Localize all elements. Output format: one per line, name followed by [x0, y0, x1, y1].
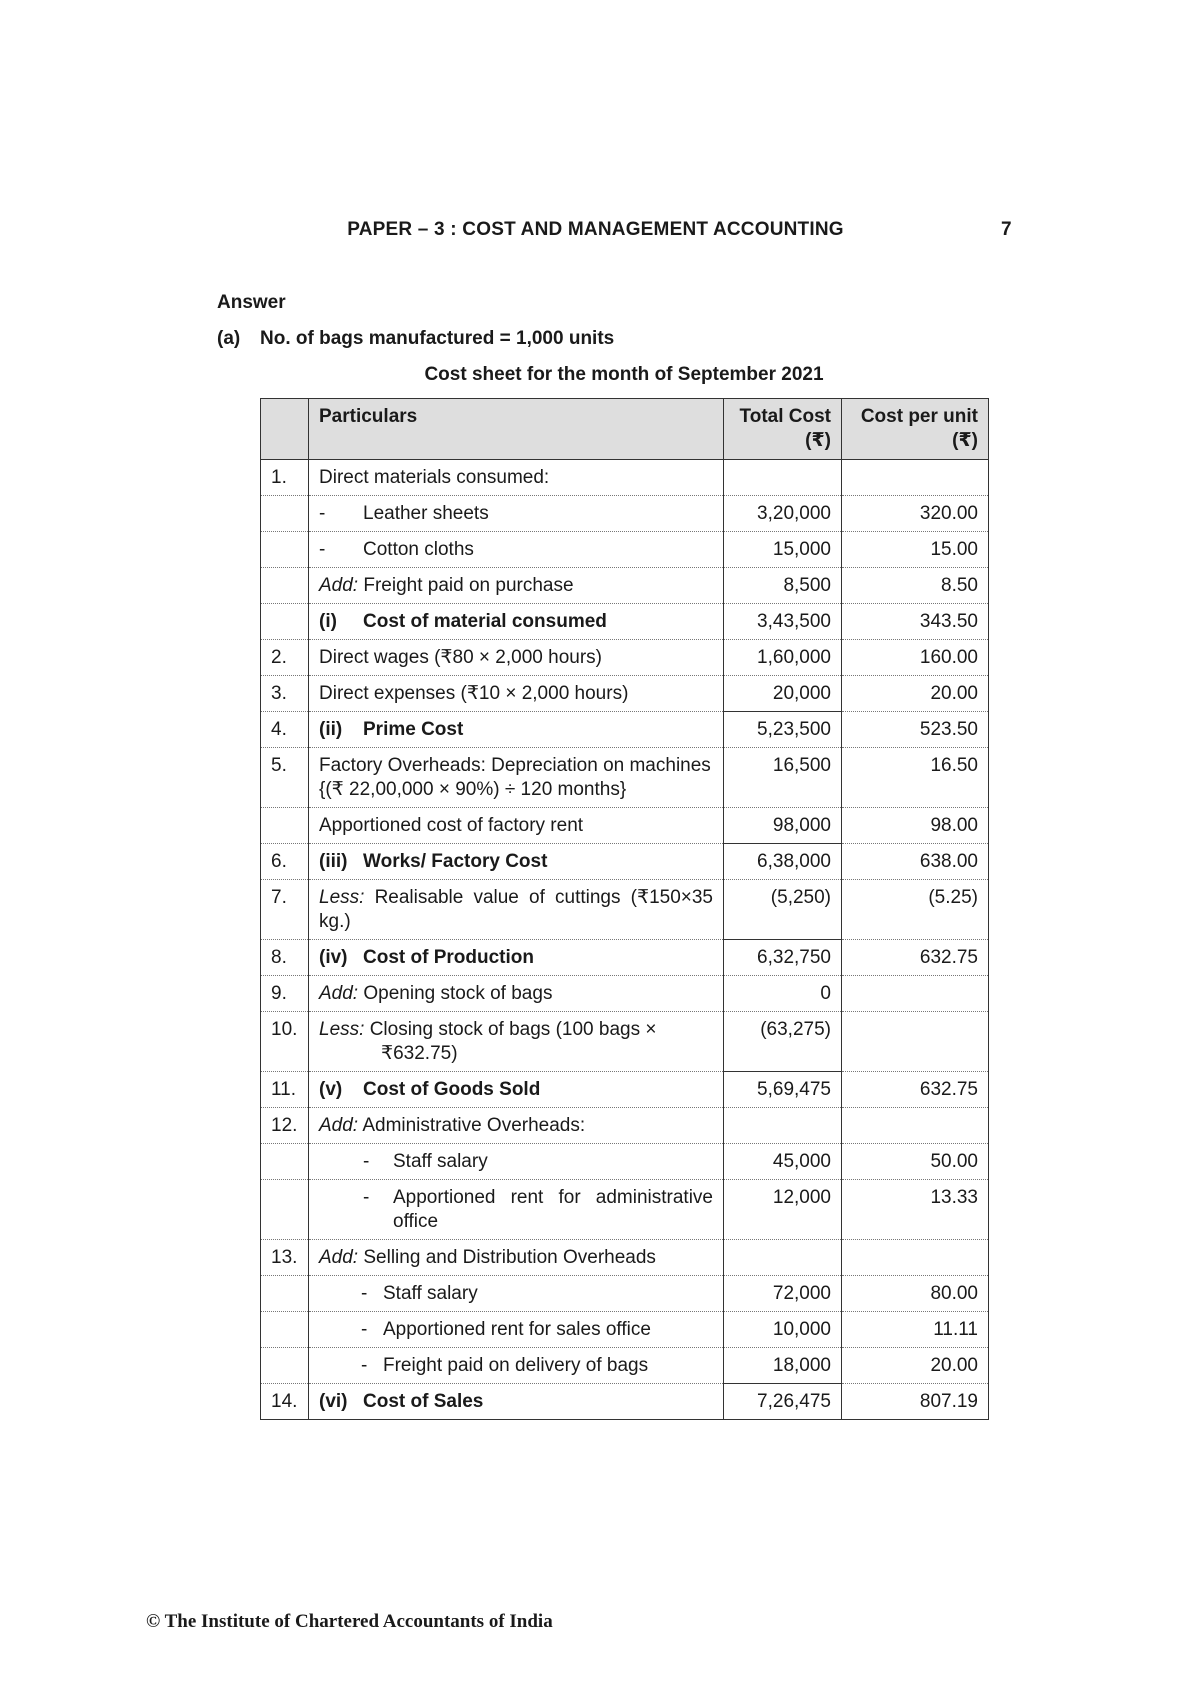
row-number [261, 604, 309, 640]
table-row [261, 1348, 989, 1384]
row-particulars [309, 1144, 724, 1180]
row-particulars-text: Prime Cost [363, 719, 464, 740]
table-row [261, 532, 989, 568]
row-cost-per-unit: 20.00 [842, 1348, 989, 1384]
row-cost-per-unit [842, 1240, 989, 1276]
row-particulars [309, 1276, 724, 1312]
row-dash: - [363, 1187, 370, 1208]
table-row [261, 712, 989, 748]
row-particulars [309, 748, 724, 808]
row-particulars-text: Freight paid on delivery of bags [383, 1355, 649, 1376]
row-particulars-text: Cost of Production [363, 947, 534, 968]
row-total-cost: (5,250) [724, 880, 842, 940]
row-number: 11. [261, 1072, 309, 1108]
row-particulars-text: Staff salary [383, 1283, 478, 1304]
row-number [261, 1180, 309, 1240]
row-particulars-text-line2: ₹632.75) [381, 1043, 458, 1064]
header-no [261, 399, 309, 460]
row-dash: - [363, 1151, 370, 1172]
row-cost-per-unit: 16.50 [842, 748, 989, 808]
row-particulars-text: Leather sheets [363, 503, 489, 524]
row-particulars-text: Apportioned rent for administrative office [393, 1187, 713, 1232]
row-particulars-text: Works/ Factory Cost [363, 851, 548, 872]
row-particulars-text: Freight paid on purchase [363, 575, 574, 596]
table-row [261, 1180, 989, 1240]
table-row [261, 568, 989, 604]
row-particulars-text: Cost of material consumed [363, 611, 607, 632]
table-row [261, 1108, 989, 1144]
part-a-statement [217, 328, 614, 350]
page-number: 7 [1001, 219, 1012, 240]
header-total-cost [724, 399, 842, 460]
row-prefix: Add: [319, 1115, 359, 1136]
cost-sheet-table [260, 398, 989, 1420]
row-particulars [309, 1012, 724, 1072]
row-total-cost: 3,20,000 [724, 496, 842, 532]
row-number [261, 808, 309, 844]
row-total-cost: 0 [724, 976, 842, 1012]
row-particulars [309, 1312, 724, 1348]
row-total-cost: 7,26,475 [724, 1384, 842, 1420]
row-total-cost: 3,43,500 [724, 604, 842, 640]
row-particulars-text: Realisable value of cuttings (₹150×35 kg.) [319, 887, 713, 932]
row-cost-per-unit [842, 1012, 989, 1072]
table-row [261, 1012, 989, 1072]
row-roman: (iv) [319, 947, 348, 968]
row-number: 10. [261, 1012, 309, 1072]
table-row [261, 496, 989, 532]
header-cost-per-unit-label: Cost per unit [860, 406, 978, 427]
row-cost-per-unit: 638.00 [842, 844, 989, 880]
table-row [261, 748, 989, 808]
row-prefix: Less: [319, 1019, 365, 1040]
table-row [261, 1276, 989, 1312]
row-particulars [309, 976, 724, 1012]
row-cost-per-unit [842, 460, 989, 496]
row-particulars-text: Administrative Overheads: [362, 1115, 586, 1136]
row-number: 4. [261, 712, 309, 748]
row-total-cost: 5,23,500 [724, 712, 842, 748]
row-roman: (v) [319, 1079, 343, 1100]
part-a-marker: (a) [217, 328, 241, 349]
row-particulars: Direct materials consumed: [309, 460, 724, 496]
row-total-cost: 12,000 [724, 1180, 842, 1240]
row-particulars [309, 1384, 724, 1420]
row-total-cost: 45,000 [724, 1144, 842, 1180]
table-row [261, 976, 989, 1012]
header-cost-per-unit [842, 399, 989, 460]
table-row [261, 940, 989, 976]
row-cost-per-unit: 20.00 [842, 676, 989, 712]
row-number: 6. [261, 844, 309, 880]
row-number [261, 1144, 309, 1180]
row-particulars-text: Staff salary [393, 1151, 488, 1172]
part-a-text: No. of bags manufactured = 1,000 units [260, 328, 615, 349]
row-number [261, 1348, 309, 1384]
table-row [261, 1312, 989, 1348]
row-number: 3. [261, 676, 309, 712]
row-particulars [309, 604, 724, 640]
row-total-cost: 8,500 [724, 568, 842, 604]
copyright-footer: © The Institute of Chartered Accountants of India [146, 1611, 553, 1632]
row-cost-per-unit: 807.19 [842, 1384, 989, 1420]
row-total-cost: 15,000 [724, 532, 842, 568]
row-cost-per-unit: 320.00 [842, 496, 989, 532]
row-total-cost: 1,60,000 [724, 640, 842, 676]
row-roman: (iii) [319, 851, 348, 872]
row-number: 7. [261, 880, 309, 940]
header-cost-per-unit-unit: (₹) [952, 430, 978, 451]
row-particulars-text-line2: {(₹ 22,00,000 × 90%) ÷ 120 months} [319, 779, 627, 800]
row-particulars [309, 496, 724, 532]
row-cost-per-unit: 160.00 [842, 640, 989, 676]
table-row [261, 808, 989, 844]
row-particulars: Apportioned cost of factory rent [309, 808, 724, 844]
row-total-cost: 20,000 [724, 676, 842, 712]
row-number [261, 568, 309, 604]
table-row [261, 880, 989, 940]
row-total-cost: 6,38,000 [724, 844, 842, 880]
table-row [261, 604, 989, 640]
table-row [261, 676, 989, 712]
row-total-cost: 72,000 [724, 1276, 842, 1312]
row-particulars [309, 712, 724, 748]
row-number: 1. [261, 460, 309, 496]
row-roman: (i) [319, 611, 337, 632]
row-number: 8. [261, 940, 309, 976]
row-number [261, 1276, 309, 1312]
row-cost-per-unit: 523.50 [842, 712, 989, 748]
row-particulars [309, 880, 724, 940]
row-total-cost: (63,275) [724, 1012, 842, 1072]
row-dash: - [361, 1355, 368, 1376]
row-particulars-text: Apportioned rent for sales office [383, 1319, 651, 1340]
table-row [261, 1072, 989, 1108]
row-total-cost: 5,69,475 [724, 1072, 842, 1108]
row-roman: (vi) [319, 1391, 348, 1412]
row-particulars [309, 940, 724, 976]
row-particulars [309, 1180, 724, 1240]
row-particulars [309, 844, 724, 880]
row-particulars [309, 1240, 724, 1276]
row-number: 2. [261, 640, 309, 676]
row-cost-per-unit: 50.00 [842, 1144, 989, 1180]
row-roman: (ii) [319, 719, 343, 740]
row-number: 12. [261, 1108, 309, 1144]
row-particulars-text: Cost of Sales [363, 1391, 484, 1412]
row-dash: - [319, 503, 326, 524]
row-cost-per-unit: 11.11 [842, 1312, 989, 1348]
table-row [261, 1144, 989, 1180]
row-cost-per-unit: 632.75 [842, 1072, 989, 1108]
header-total-cost-unit: (₹) [805, 430, 831, 451]
row-number [261, 532, 309, 568]
row-total-cost: 98,000 [724, 808, 842, 844]
row-particulars [309, 532, 724, 568]
page-header-title: PAPER – 3 : COST AND MANAGEMENT ACCOUNTING [347, 219, 844, 240]
row-prefix: Add: [319, 575, 359, 596]
row-total-cost: 18,000 [724, 1348, 842, 1384]
row-dash: - [361, 1319, 368, 1340]
row-total-cost [724, 1240, 842, 1276]
row-total-cost [724, 1108, 842, 1144]
table-row [261, 1384, 989, 1420]
row-particulars [309, 568, 724, 604]
row-particulars [309, 1072, 724, 1108]
row-cost-per-unit: (5.25) [842, 880, 989, 940]
row-particulars-text: Opening stock of bags [363, 983, 553, 1004]
row-cost-per-unit: 98.00 [842, 808, 989, 844]
row-total-cost [724, 460, 842, 496]
row-prefix: Less: [319, 887, 365, 908]
row-cost-per-unit: 15.00 [842, 532, 989, 568]
row-total-cost: 10,000 [724, 1312, 842, 1348]
row-particulars-text: Selling and Distribution Overheads [363, 1247, 656, 1268]
row-number: 14. [261, 1384, 309, 1420]
row-total-cost: 16,500 [724, 748, 842, 808]
row-cost-per-unit [842, 976, 989, 1012]
row-cost-per-unit: 343.50 [842, 604, 989, 640]
row-particulars: Direct wages (₹80 × 2,000 hours) [309, 640, 724, 676]
answer-heading: Answer [217, 292, 286, 313]
row-cost-per-unit: 8.50 [842, 568, 989, 604]
row-dash: - [361, 1283, 368, 1304]
row-prefix: Add: [319, 1247, 359, 1268]
row-number [261, 1312, 309, 1348]
row-cost-per-unit: 13.33 [842, 1180, 989, 1240]
row-cost-per-unit [842, 1108, 989, 1144]
row-particulars: Direct expenses (₹10 × 2,000 hours) [309, 676, 724, 712]
table-row [261, 844, 989, 880]
row-number: 5. [261, 748, 309, 808]
header-particulars: Particulars [309, 399, 724, 460]
cost-sheet-title: Cost sheet for the month of September 2021 [424, 364, 824, 385]
table-row [261, 1240, 989, 1276]
row-particulars [309, 1348, 724, 1384]
row-particulars [309, 1108, 724, 1144]
row-particulars-text: Closing stock of bags (100 bags × [369, 1019, 657, 1040]
row-total-cost: 6,32,750 [724, 940, 842, 976]
row-cost-per-unit: 80.00 [842, 1276, 989, 1312]
row-number: 9. [261, 976, 309, 1012]
row-dash: - [319, 539, 326, 560]
table-row [261, 640, 989, 676]
table-header-row [261, 399, 989, 460]
row-cost-per-unit: 632.75 [842, 940, 989, 976]
header-total-cost-label: Total Cost [739, 406, 831, 427]
table-row [261, 460, 989, 496]
row-number: 13. [261, 1240, 309, 1276]
row-particulars-text: Factory Overheads: Depreciation on machines [319, 755, 711, 776]
row-particulars-text: Cotton cloths [363, 539, 474, 560]
row-number [261, 496, 309, 532]
row-particulars-text: Cost of Goods Sold [363, 1079, 541, 1100]
row-prefix: Add: [319, 983, 359, 1004]
